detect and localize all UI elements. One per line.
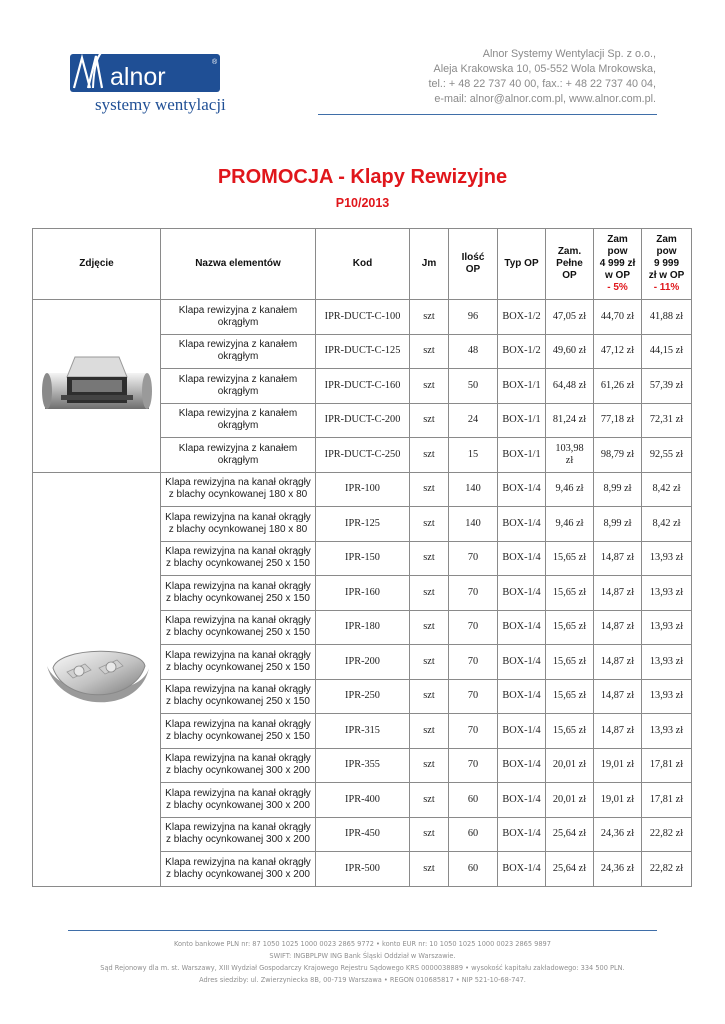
cell-code: IPR-355: [316, 748, 410, 783]
cell-name: Klapa rewizyjna z kanałem okrągłym: [161, 369, 316, 404]
cell-name: Klapa rewizyjna z kanałem okrągłym: [161, 403, 316, 438]
cell-price-11: 92,55 zł: [642, 438, 692, 473]
cell-name: Klapa rewizyjna z kanałem okrągłym: [161, 334, 316, 369]
cell-type: BOX-1/4: [498, 679, 546, 714]
cell-unit: szt: [410, 507, 449, 542]
cell-name: Klapa rewizyjna na kanał okrągły z blachy ocynkowanej 300 x 200: [161, 748, 316, 783]
cell-price-5: 8,99 zł: [594, 507, 642, 542]
cell-price-5: 47,12 zł: [594, 334, 642, 369]
cell-price-full: 15,65 zł: [546, 610, 594, 645]
cell-code: IPR-DUCT-C-100: [316, 300, 410, 335]
cell-price-full: 15,65 zł: [546, 714, 594, 749]
cell-price-5: 14,87 zł: [594, 576, 642, 611]
cell-qty: 70: [449, 576, 498, 611]
cell-qty: 60: [449, 852, 498, 887]
cell-price-11: 13,93 zł: [642, 541, 692, 576]
cell-unit: szt: [410, 576, 449, 611]
cell-unit: szt: [410, 852, 449, 887]
cell-code: IPR-DUCT-C-250: [316, 438, 410, 473]
cell-price-full: 49,60 zł: [546, 334, 594, 369]
cell-qty: 15: [449, 438, 498, 473]
photo-duct-access-door: [33, 300, 161, 473]
cell-type: BOX-1/4: [498, 852, 546, 887]
cell-type: BOX-1/4: [498, 541, 546, 576]
cell-unit: szt: [410, 783, 449, 818]
cell-type: BOX-1/1: [498, 369, 546, 404]
cell-type: BOX-1/2: [498, 334, 546, 369]
cell-unit: szt: [410, 472, 449, 507]
access-door-plug-photo: [41, 638, 153, 720]
cell-name: Klapa rewizyjna na kanał okrągły z blachy ocynkowanej 250 x 150: [161, 541, 316, 576]
cell-code: IPR-DUCT-C-160: [316, 369, 410, 404]
cell-code: IPR-DUCT-C-200: [316, 403, 410, 438]
photo-access-door-plug: [33, 472, 161, 886]
header-discount-5: Zam pow 4 999 zł w OP - 5%: [594, 229, 642, 300]
cell-unit: szt: [410, 679, 449, 714]
cell-price-5: 19,01 zł: [594, 783, 642, 818]
cell-price-full: 20,01 zł: [546, 783, 594, 818]
cell-qty: 48: [449, 334, 498, 369]
cell-qty: 50: [449, 369, 498, 404]
cell-qty: 70: [449, 645, 498, 680]
header-name: Nazwa elementów: [161, 229, 316, 300]
alnor-logo: [68, 44, 238, 118]
cell-name: Klapa rewizyjna na kanał okrągły z blachy ocynkowanej 250 x 150: [161, 610, 316, 645]
cell-type: BOX-1/4: [498, 714, 546, 749]
cell-unit: szt: [410, 334, 449, 369]
cell-code: IPR-500: [316, 852, 410, 887]
table-row: [33, 300, 692, 335]
cell-unit: szt: [410, 714, 449, 749]
cell-price-full: 64,48 zł: [546, 369, 594, 404]
cell-price-5: 19,01 zł: [594, 748, 642, 783]
footer: [0, 938, 725, 986]
footer-swift: SWIFT: INGBPLPW ING Bank Śląski Oddział w Warszawie.: [269, 952, 456, 960]
cell-type: BOX-1/4: [498, 610, 546, 645]
cell-code: IPR-450: [316, 817, 410, 852]
header-photo: Zdjęcie: [33, 229, 161, 300]
header-qty: Ilość OP: [449, 229, 498, 300]
cell-price-11: 13,93 zł: [642, 679, 692, 714]
company-info: [428, 47, 656, 107]
cell-price-full: 9,46 zł: [546, 472, 594, 507]
cell-price-full: 15,65 zł: [546, 645, 594, 680]
cell-price-full: 20,01 zł: [546, 748, 594, 783]
cell-unit: szt: [410, 300, 449, 335]
company-address: Aleja Krakowska 10, 05-552 Wola Mrokowska,: [433, 63, 656, 75]
page-title: PROMOCJA - Klapy Rewizyjne: [217, 166, 508, 188]
header-full-op: Zam. Pełne OP: [546, 229, 594, 300]
cell-unit: szt: [410, 403, 449, 438]
cell-type: BOX-1/4: [498, 817, 546, 852]
cell-code: IPR-DUCT-C-125: [316, 334, 410, 369]
cell-name: Klapa rewizyjna na kanał okrągły z blachy ocynkowanej 180 x 80: [161, 472, 316, 507]
cell-price-full: 81,24 zł: [546, 403, 594, 438]
cell-qty: 24: [449, 403, 498, 438]
cell-price-5: 8,99 zł: [594, 472, 642, 507]
cell-name: Klapa rewizyjna na kanał okrągły z blachy ocynkowanej 180 x 80: [161, 507, 316, 542]
cell-type: BOX-1/4: [498, 507, 546, 542]
cell-price-11: 22,82 zł: [642, 852, 692, 887]
cell-code: IPR-200: [316, 645, 410, 680]
cell-price-5: 24,36 zł: [594, 852, 642, 887]
cell-code: IPR-315: [316, 714, 410, 749]
cell-price-11: 13,93 zł: [642, 714, 692, 749]
cell-name: Klapa rewizyjna na kanał okrągły z blachy ocynkowanej 300 x 200: [161, 817, 316, 852]
cell-type: BOX-1/1: [498, 438, 546, 473]
cell-code: IPR-150: [316, 541, 410, 576]
cell-price-11: 13,93 zł: [642, 645, 692, 680]
header-divider: [318, 114, 657, 115]
cell-price-5: 77,18 zł: [594, 403, 642, 438]
cell-price-5: 14,87 zł: [594, 679, 642, 714]
cell-price-11: 13,93 zł: [642, 576, 692, 611]
cell-unit: szt: [410, 438, 449, 473]
logo-tagline: systemy wentylacji: [95, 95, 226, 114]
cell-type: BOX-1/1: [498, 403, 546, 438]
cell-price-5: 98,79 zł: [594, 438, 642, 473]
cell-code: IPR-100: [316, 472, 410, 507]
cell-price-11: 8,42 zł: [642, 507, 692, 542]
cell-unit: szt: [410, 610, 449, 645]
footer-divider: [68, 930, 657, 931]
cell-name: Klapa rewizyjna na kanał okrągły z blachy ocynkowanej 250 x 150: [161, 576, 316, 611]
cell-price-5: 14,87 zł: [594, 610, 642, 645]
logo-brand: alnor: [110, 63, 166, 91]
cell-unit: szt: [410, 541, 449, 576]
cell-price-11: 72,31 zł: [642, 403, 692, 438]
cell-price-11: 13,93 zł: [642, 610, 692, 645]
company-contact: e-mail: alnor@alnor.com.pl, www.alnor.com.pl.: [434, 93, 656, 105]
company-name: Alnor Systemy Wentylacji Sp. z o.o.,: [482, 48, 656, 60]
cell-price-11: 41,88 zł: [642, 300, 692, 335]
cell-price-5: 44,70 zł: [594, 300, 642, 335]
cell-price-full: 15,65 zł: [546, 679, 594, 714]
cell-price-5: 61,26 zł: [594, 369, 642, 404]
cell-unit: szt: [410, 369, 449, 404]
cell-code: IPR-400: [316, 783, 410, 818]
cell-price-11: 22,82 zł: [642, 817, 692, 852]
cell-name: Klapa rewizyjna na kanał okrągły z blachy ocynkowanej 250 x 150: [161, 645, 316, 680]
cell-name: Klapa rewizyjna z kanałem okrągłym: [161, 438, 316, 473]
cell-unit: szt: [410, 748, 449, 783]
cell-price-full: 47,05 zł: [546, 300, 594, 335]
cell-type: BOX-1/4: [498, 576, 546, 611]
cell-price-5: 14,87 zł: [594, 645, 642, 680]
cell-name: Klapa rewizyjna na kanał okrągły z blachy ocynkowanej 300 x 200: [161, 852, 316, 887]
cell-price-full: 103,98 zł: [546, 438, 594, 473]
cell-qty: 70: [449, 679, 498, 714]
cell-qty: 60: [449, 783, 498, 818]
cell-qty: 140: [449, 507, 498, 542]
cell-type: BOX-1/2: [498, 300, 546, 335]
footer-address: Adres siedziby: ul. Zwierzyniecka 8B, 00-719 Warszawa • REGON 010685817 • NIP 521-10-68-747.: [199, 976, 526, 984]
cell-name: Klapa rewizyjna na kanał okrągły z blachy ocynkowanej 300 x 200: [161, 783, 316, 818]
cell-price-full: 9,46 zł: [546, 507, 594, 542]
cell-unit: szt: [410, 645, 449, 680]
cell-price-full: 25,64 zł: [546, 817, 594, 852]
header-discount-11: Zam pow 9 999 zł w OP - 11%: [642, 229, 692, 300]
footer-court: Sąd Rejonowy dla m. st. Warszawy, XIII Wydział Gospodarczy Krajowego Rejestru Sądowego KRS 0000038889 • wysokość kapitału zakładowego: 334 500 PLN.: [100, 964, 625, 972]
cell-price-11: 17,81 zł: [642, 783, 692, 818]
cell-code: IPR-160: [316, 576, 410, 611]
cell-name: Klapa rewizyjna na kanał okrągły z blachy ocynkowanej 250 x 150: [161, 714, 316, 749]
cell-type: BOX-1/4: [498, 645, 546, 680]
cell-qty: 60: [449, 817, 498, 852]
cell-name: Klapa rewizyjna na kanał okrągły z blachy ocynkowanej 250 x 150: [161, 679, 316, 714]
page-subtitle: P10/2013: [335, 196, 390, 210]
footer-bank: Konto bankowe PLN nr: 87 1050 1025 1000 0023 2865 9772 • konto EUR nr: 10 1050 1025 1000 0023 2865 9897: [174, 940, 551, 948]
cell-code: IPR-125: [316, 507, 410, 542]
cell-price-full: 15,65 zł: [546, 541, 594, 576]
header-code: Kod: [316, 229, 410, 300]
cell-price-11: 44,15 zł: [642, 334, 692, 369]
cell-code: IPR-250: [316, 679, 410, 714]
cell-price-11: 8,42 zł: [642, 472, 692, 507]
cell-price-full: 25,64 zł: [546, 852, 594, 887]
cell-name: Klapa rewizyjna z kanałem okrągłym: [161, 300, 316, 335]
duct-access-door-photo: [41, 353, 153, 419]
cell-type: BOX-1/4: [498, 783, 546, 818]
cell-type: BOX-1/4: [498, 748, 546, 783]
header-type: Typ OP: [498, 229, 546, 300]
cell-qty: 70: [449, 748, 498, 783]
logo-registered-mark: ®: [212, 59, 218, 66]
cell-price-5: 24,36 zł: [594, 817, 642, 852]
header-unit: Jm: [410, 229, 449, 300]
cell-qty: 96: [449, 300, 498, 335]
cell-code: IPR-180: [316, 610, 410, 645]
cell-unit: szt: [410, 817, 449, 852]
table-row: [33, 472, 692, 507]
cell-price-full: 15,65 zł: [546, 576, 594, 611]
cell-qty: 70: [449, 541, 498, 576]
table-header-row: [33, 229, 692, 300]
cell-qty: 70: [449, 610, 498, 645]
cell-price-11: 17,81 zł: [642, 748, 692, 783]
cell-price-5: 14,87 zł: [594, 714, 642, 749]
cell-type: BOX-1/4: [498, 472, 546, 507]
price-table: [32, 228, 692, 887]
cell-qty: 70: [449, 714, 498, 749]
company-phone: tel.: + 48 22 737 40 00, fax.: + 48 22 737 40 04,: [428, 78, 656, 90]
cell-price-5: 14,87 zł: [594, 541, 642, 576]
cell-qty: 140: [449, 472, 498, 507]
cell-price-11: 57,39 zł: [642, 369, 692, 404]
